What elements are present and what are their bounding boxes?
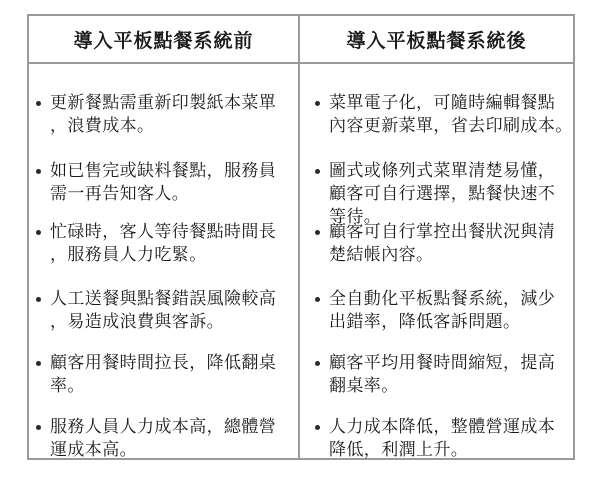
before-item-text: 顧客用餐時間拉長，降低翻桌 率。 (50, 353, 277, 396)
before-item-text: 人工送餐與點餐錯誤風險較高 ，易造成浪費與客訴。 (50, 289, 277, 332)
bullet-icon (36, 169, 41, 174)
before-item-text: 忙碌時，客人等待餐點時間長 ，服務員人力吃緊。 (50, 222, 277, 265)
after-column (300, 64, 573, 458)
bullet-icon (315, 361, 320, 366)
after-item-text: 人力成本降低，整體營運成本 降低，利潤上升。 (329, 417, 556, 460)
bullet-icon (36, 425, 41, 430)
bullet-icon (36, 361, 41, 366)
bullet-icon (315, 169, 320, 174)
after-item-text: 顧客平均用餐時間縮短，提高 翻桌率。 (329, 353, 556, 396)
before-item-text: 如已售完或缺料餐點，服務員 需一再告知客人。 (50, 161, 277, 204)
after-item-text: 顧客可自行掌控出餐狀況與清 楚結帳內容。 (329, 222, 556, 265)
bullet-icon (315, 297, 320, 302)
bullet-icon (36, 230, 41, 235)
after-item-text: 圖式或條列式菜單清楚易懂， 顧客可自行選擇，點餐快速不 等待。 (329, 161, 556, 227)
bullet-icon (36, 101, 41, 106)
header-after: 導入平板點餐系統後 (300, 16, 573, 64)
before-item-text: 更新餐點需重新印製紙本菜單 ，浪費成本。 (50, 93, 277, 136)
before-item-text: 服務人員人力成本高，總體營 運成本高。 (50, 417, 277, 460)
comparison-table (27, 14, 575, 460)
after-item-text: 全自動化平板點餐系統，減少 出錯率，降低客訴問題。 (329, 289, 556, 332)
bullet-icon (315, 101, 320, 106)
after-item-text: 菜單電子化，可隨時編輯餐點 內容更新菜單，省去印刷成本。 (329, 93, 573, 136)
before-column (29, 64, 300, 458)
bullet-icon (315, 425, 320, 430)
bullet-icon (36, 297, 41, 302)
bullet-icon (315, 230, 320, 235)
header-before: 導入平板點餐系統前 (29, 16, 300, 64)
